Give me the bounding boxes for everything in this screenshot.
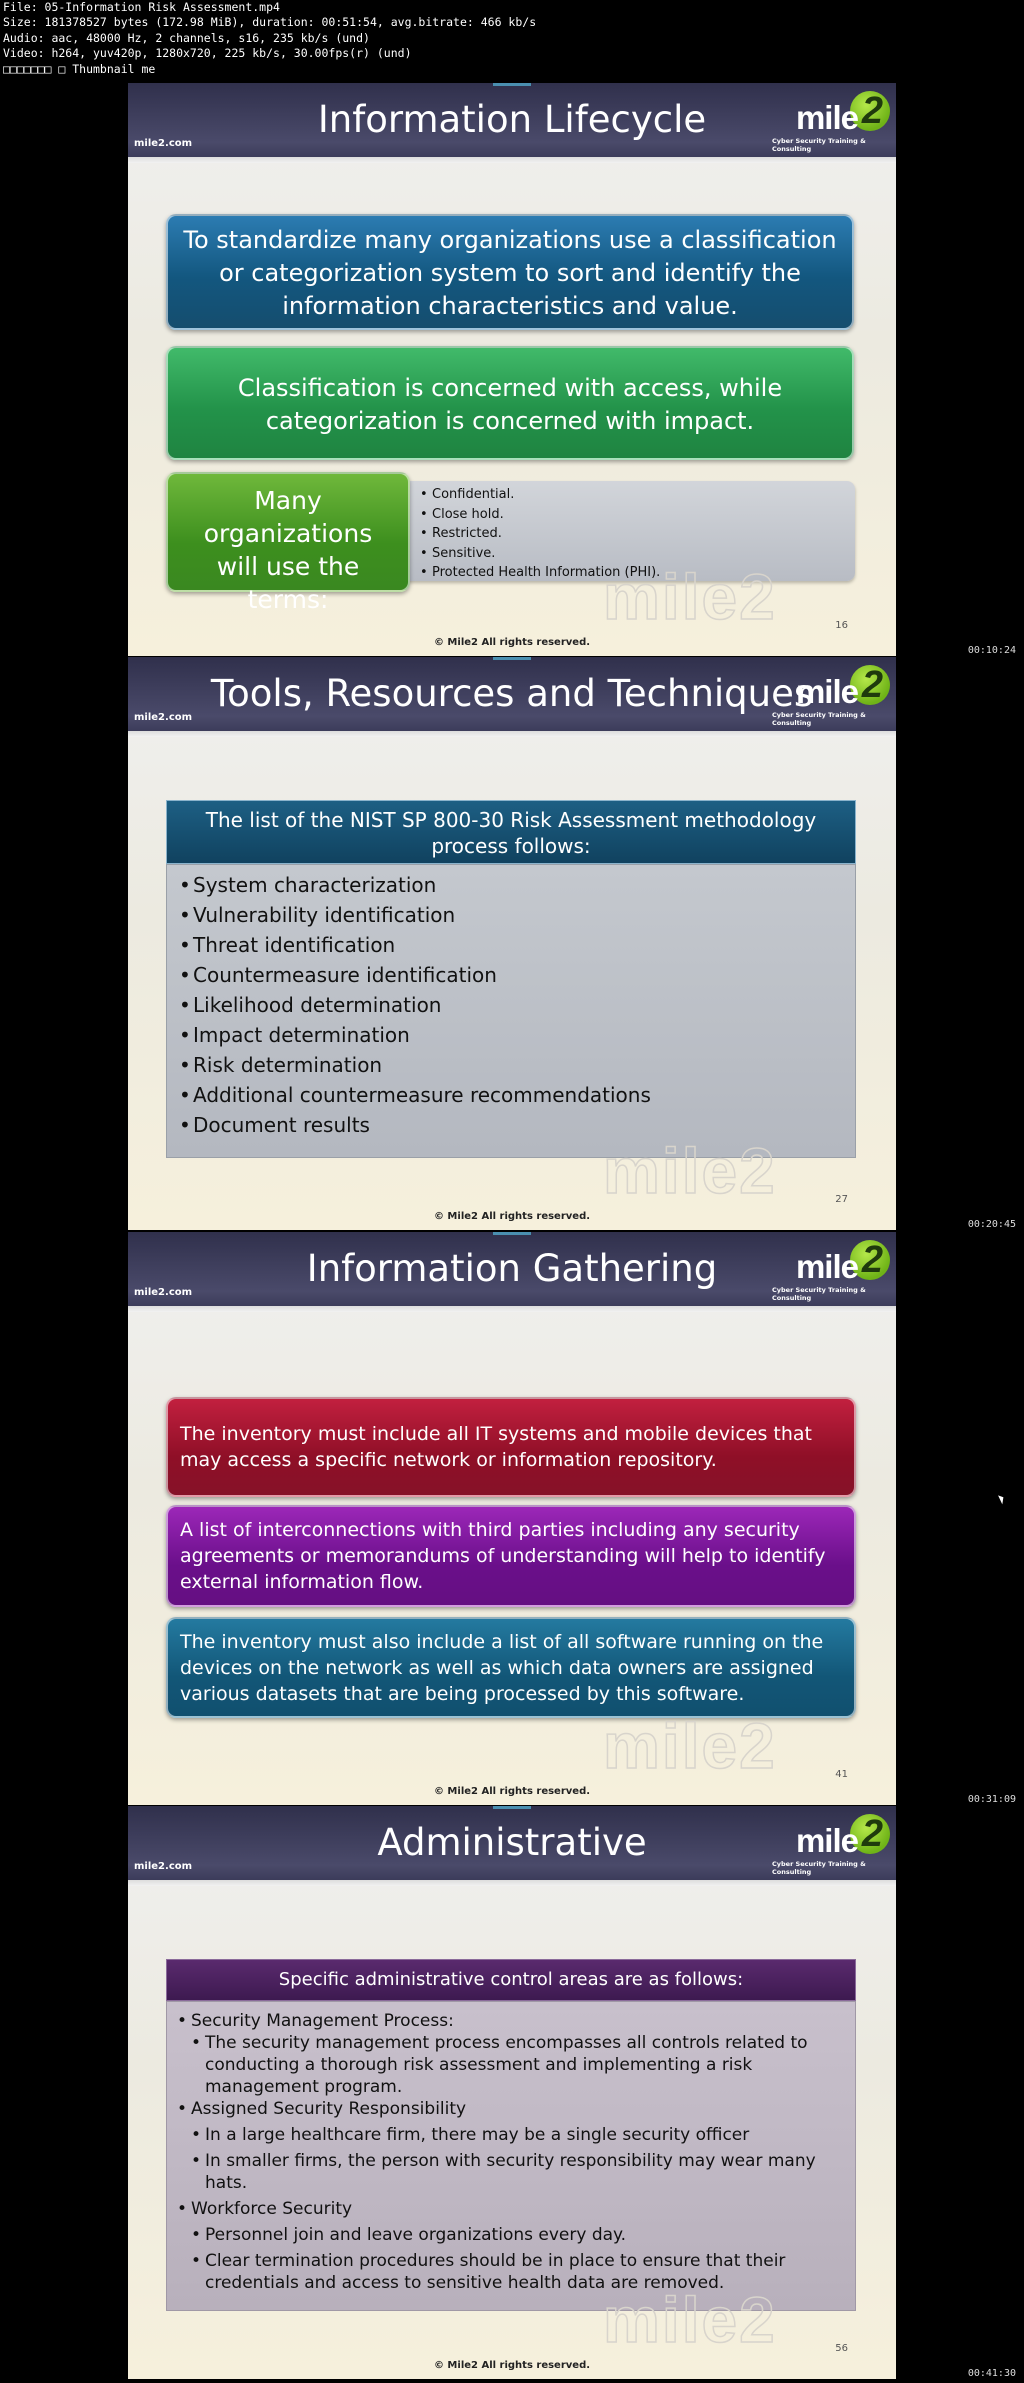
logo-number: 2 bbox=[861, 664, 883, 706]
topbar-underline bbox=[128, 157, 896, 163]
admin-controls-heading: Specific administrative control areas are as follows: bbox=[166, 1959, 856, 2001]
slide-information-lifecycle bbox=[128, 83, 896, 656]
mile2-logo bbox=[772, 1240, 892, 1300]
logo-word: mile bbox=[795, 1822, 858, 1859]
logo-word: mile bbox=[795, 99, 858, 136]
timecode: 00:10:24 bbox=[967, 645, 1016, 656]
list-subitem: • The security management process encompasses all controls related to conducting a thorough risk assessment and implementing a risk management program. bbox=[189, 2032, 845, 2098]
term-item: • Confidential. bbox=[420, 485, 855, 505]
nist-heading: The list of the NIST SP 800-30 Risk Assessment methodology process follows: bbox=[166, 800, 856, 864]
logo-word: mile bbox=[795, 673, 858, 710]
list-item: • Risk determination bbox=[177, 1050, 855, 1080]
mile2-watermark: mile2 bbox=[603, 1710, 777, 1782]
timecode: 00:20:45 bbox=[967, 1219, 1016, 1230]
mile2-logo bbox=[772, 91, 892, 151]
list-subitem: • In a large healthcare firm, there may be a single security officer bbox=[189, 2124, 845, 2146]
list-item: • Vulnerability identification bbox=[177, 900, 855, 930]
mile2-watermark: mile2 bbox=[603, 561, 777, 633]
timecode: 00:41:30 bbox=[967, 2368, 1016, 2379]
timecode: 00:31:09 bbox=[967, 1794, 1016, 1805]
logo-number: 2 bbox=[861, 90, 883, 132]
mile2-logo bbox=[772, 1814, 892, 1874]
mouse-cursor-icon bbox=[998, 1494, 1006, 1505]
list-subitem: • In smaller firms, the person with security responsibility may wear many hats. bbox=[189, 2150, 845, 2194]
mile2-watermark: mile2 bbox=[603, 2284, 777, 2356]
slide-tools-resources bbox=[128, 657, 896, 1230]
mile2-watermark: mile2 bbox=[603, 1135, 777, 1207]
page-number: 27 bbox=[835, 1194, 848, 1205]
inventory-it-systems-box: The inventory must include all IT systems and mobile devices that may access a specific network or information repository. bbox=[166, 1397, 856, 1497]
slide-title: Information Gathering bbox=[306, 1247, 718, 1290]
interconnections-box: A list of interconnections with third parties including any security agreements or memorandums of understanding will help to identify external information flow. bbox=[166, 1505, 856, 1607]
logo-word: mile bbox=[795, 1248, 858, 1285]
logo-number: 2 bbox=[861, 1813, 883, 1855]
copyright-footer: © Mile2 All rights reserved. bbox=[433, 637, 591, 648]
topbar-underline bbox=[128, 731, 896, 737]
classification-vs-categorization-box: Classification is concerned with access, while categorization is concerned with impact. bbox=[166, 346, 854, 460]
many-orgs-box: Many organizations will use the terms: bbox=[166, 472, 410, 592]
page-number: 41 bbox=[835, 1769, 848, 1780]
logo-tagline: Cyber Security Training & Consulting bbox=[772, 137, 866, 153]
copyright-footer: © Mile2 All rights reserved. bbox=[433, 1786, 591, 1797]
classification-intro-box: To standardize many organizations use a classification or categorization system to sort and identify the information characteristics and value. bbox=[166, 214, 854, 330]
slide-title: Information Lifecycle bbox=[317, 98, 707, 141]
copyright-footer: © Mile2 All rights reserved. bbox=[433, 1211, 591, 1222]
file-info bbox=[3, 0, 536, 77]
list-item: • Additional countermeasure recommendations bbox=[177, 1080, 855, 1110]
slide-administrative bbox=[128, 1806, 896, 2379]
list-item: • Assigned Security Responsibility bbox=[175, 2098, 845, 2120]
admin-controls-list bbox=[166, 2001, 856, 2311]
software-inventory-box: The inventory must also include a list of all software running on the devices on the network as well as which data owners are assigned various datasets that are being processed by this software. bbox=[166, 1617, 856, 1718]
term-item: • Sensitive. bbox=[420, 544, 855, 564]
site-label: mile2.com bbox=[134, 712, 193, 723]
mile2-logo bbox=[772, 665, 892, 725]
file-info-line: Audio: aac, 48000 Hz, 2 channels, s16, 235 kb/s (und) bbox=[3, 30, 370, 45]
slide-title: Tools, Resources and Techniques bbox=[210, 672, 814, 715]
list-subitem: • Clear termination procedures should be in place to ensure that their credentials and access to sensitive health data are removed. bbox=[189, 2250, 845, 2294]
site-label: mile2.com bbox=[134, 1287, 193, 1298]
list-item: • Workforce Security bbox=[175, 2198, 845, 2220]
term-item: • Protected Health Information (PHI). bbox=[420, 563, 855, 583]
site-label: mile2.com bbox=[134, 138, 193, 149]
list-item: • System characterization bbox=[177, 870, 855, 900]
site-label: mile2.com bbox=[134, 1861, 193, 1872]
copyright-footer: © Mile2 All rights reserved. bbox=[433, 2360, 591, 2371]
logo-tagline: Cyber Security Training & Consulting bbox=[772, 1286, 866, 1302]
logo-tagline: Cyber Security Training & Consulting bbox=[772, 1860, 866, 1876]
nist-steps-list bbox=[166, 864, 856, 1158]
page-number: 16 bbox=[835, 620, 848, 631]
list-item: • Document results bbox=[177, 1110, 855, 1140]
file-info-line: Size: 181378527 bytes (172.98 MiB), duration: 00:51:54, avg.bitrate: 466 kb/s bbox=[3, 15, 537, 30]
list-item: • Impact determination bbox=[177, 1020, 855, 1050]
logo-tagline: Cyber Security Training & Consulting bbox=[772, 711, 866, 727]
slide-title: Administrative bbox=[377, 1821, 647, 1864]
term-item: • Restricted. bbox=[420, 524, 855, 544]
slide-information-gathering bbox=[128, 1232, 896, 1805]
page-number: 56 bbox=[835, 2343, 848, 2354]
list-item: • Countermeasure identification bbox=[177, 960, 855, 990]
file-info-line: File: 05-Information Risk Assessment.mp4 bbox=[3, 0, 280, 14]
list-subitem: • Personnel join and leave organizations every day. bbox=[189, 2224, 845, 2246]
topbar-underline bbox=[128, 1880, 896, 1886]
list-item: • Security Management Process: bbox=[175, 2010, 845, 2032]
logo-number: 2 bbox=[861, 1239, 883, 1281]
list-item: • Likelihood determination bbox=[177, 990, 855, 1020]
file-info-line: □□□□□□□ □ Thumbnail me bbox=[3, 61, 156, 76]
list-item: • Threat identification bbox=[177, 930, 855, 960]
topbar-underline bbox=[128, 1306, 896, 1312]
file-info-line: Video: h264, yuv420p, 1280x720, 225 kb/s, 30.00fps(r) (und) bbox=[3, 46, 412, 61]
term-item: • Close hold. bbox=[420, 505, 855, 525]
